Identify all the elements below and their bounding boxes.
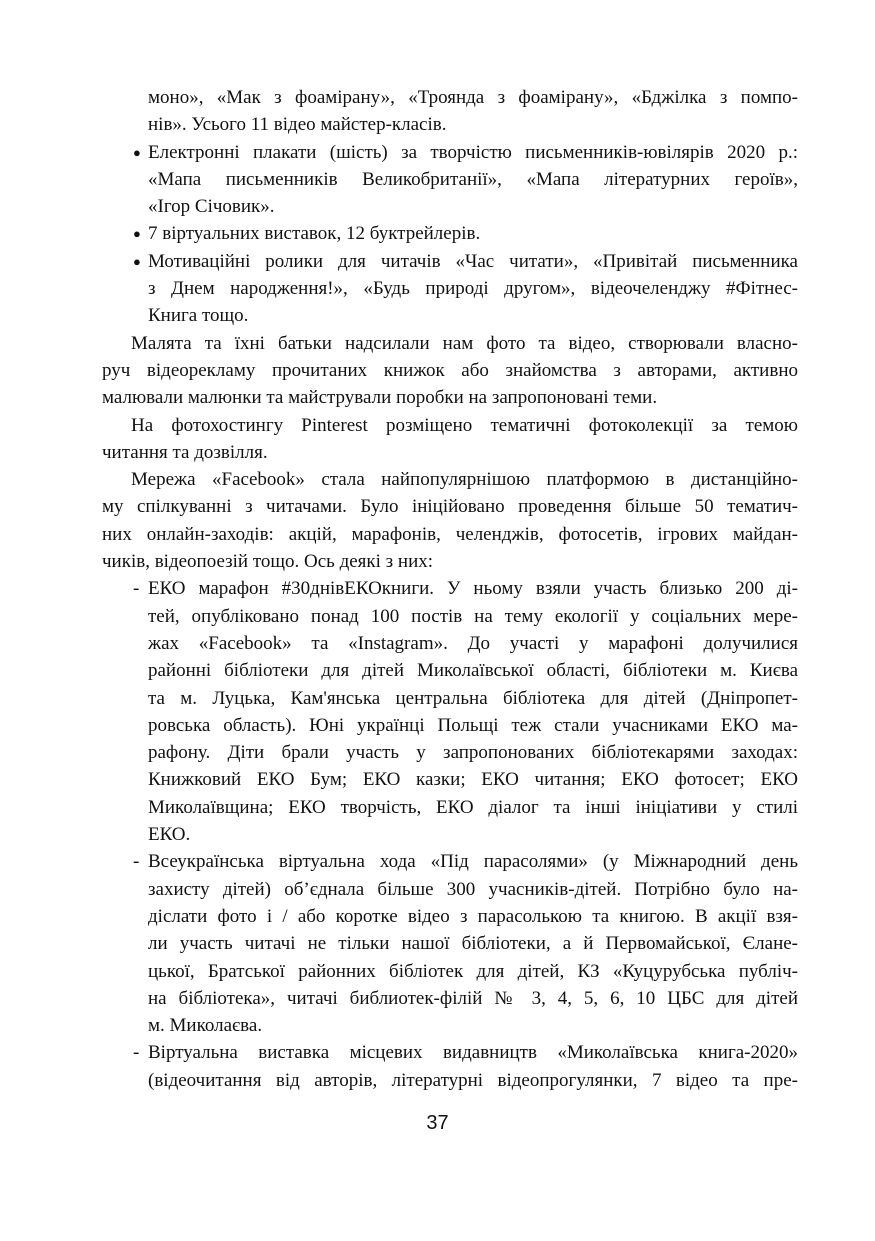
dash-marker: - xyxy=(133,1042,140,1064)
text-line: діслати фото і / або коротке відео з парасолькою та книгою. В акції взя- xyxy=(148,905,798,927)
bullet-item xyxy=(102,220,798,247)
bullet-icon: ● xyxy=(133,253,141,269)
dash-item xyxy=(102,848,798,1039)
text-line: ЕКО марафон #30днівЕКОкниги. У ньому взяли участь близько 200 ді- xyxy=(148,578,798,600)
text-line: на бібліотека», читачі библиотек-філій № 3, 4, 5, 6, 10 ЦБС для дітей xyxy=(148,987,798,1009)
text-line: моно», «Мак з фоамірану», «Троянда з фоамірану», «Бджілка з помпо- xyxy=(148,87,798,108)
text-line: нів». Усього 11 відео майстер-класів. xyxy=(148,114,447,136)
text-line: Миколаївщина; ЕКО творчість, ЕКО діалог та інші ініціативи у стилі xyxy=(148,796,798,818)
text-line: му спілкуванні з читачами. Було ініційовано проведення більше 50 тематич- xyxy=(102,496,798,518)
text-line: жах «Facebook» та «Instagram». До участі у марафоні долучилися xyxy=(148,632,798,654)
text-line: Електронні плакати (шість) за творчістю письменників-ювілярів 2020 р.: xyxy=(148,141,798,163)
text-line: цької, Братської районних бібліотек для дітей, КЗ «Куцурубська публіч- xyxy=(148,960,798,982)
text-line: малювали малюнки та майстрували поробки на запропоновані теми. xyxy=(102,387,658,409)
text-line: чиків, відеопоезій тощо. Ось деякі з них: xyxy=(102,551,434,573)
bullet-icon: ● xyxy=(133,226,141,242)
text-line: Книжковий ЕКО Бум; ЕКО казки; ЕКО читання; ЕКО фотосет; ЕКО xyxy=(148,769,798,791)
text-line: Малята та їхні батьки надсилали нам фото та відео, створювали власно- xyxy=(131,332,798,354)
text-line: (відеочитання від авторів, літературні відеопрогулянки, 7 відео та пре- xyxy=(148,1069,798,1091)
text-line: районні бібліотеки для дітей Миколаївської області, бібліотеки м. Києва xyxy=(148,660,798,682)
dash-item xyxy=(102,1039,798,1094)
text-line: та м. Луцька, Кам'янська центральна бібліотека для дітей (Дніпропет- xyxy=(148,687,798,709)
text-line: На фотохостингу Pinterest розміщено тематичні фотоколекції за темою xyxy=(131,414,798,436)
dash-marker: - xyxy=(133,851,140,873)
text-line: 7 віртуальних виставок, 12 буктрейлерів. xyxy=(148,223,481,245)
text-line: Мотиваційні ролики для читачів «Час читати», «Привітай письменника xyxy=(148,250,798,272)
text-line: Всеукраїнська віртуальна хода «Під парасолями» (у Міжнародний день xyxy=(148,851,798,873)
bullet-icon: ● xyxy=(133,144,141,160)
text-line: м. Миколаєва. xyxy=(148,1015,263,1037)
text-line: руч відеорекламу прочитаних книжок або знайомства з авторами, активно xyxy=(102,359,798,381)
text-line: рафону. Діти брали участь у запропонованих бібліотекарями заходах: xyxy=(148,742,798,764)
paragraph xyxy=(102,466,798,575)
text-line: ЕКО. xyxy=(148,824,191,846)
bullet-item xyxy=(102,248,798,330)
list-continuation xyxy=(102,84,798,139)
text-line: Віртуальна виставка місцевих видавництв «Миколаївська книга-2020» xyxy=(148,1042,798,1064)
text-line: читання та дозвілля. xyxy=(102,441,268,463)
paragraph xyxy=(102,330,798,412)
text-line: ровська область). Юні українці Польщі теж стали учасниками ЕКО ма- xyxy=(148,714,798,736)
dash-item xyxy=(102,575,798,848)
text-line: «Ігор Січовик». xyxy=(148,196,275,218)
text-line: «Мапа письменників Великобританії», «Мапа літературних героїв», xyxy=(148,168,798,190)
bullet-item xyxy=(102,139,798,221)
text-line: тей, опубліковано понад 100 постів на тему екології у соціальних мере- xyxy=(148,605,798,627)
text-line: з Днем народження!», «Будь природі другом», відеочеленджу #Фітнес- xyxy=(148,278,798,300)
dash-marker: - xyxy=(133,578,140,600)
page-body xyxy=(102,84,798,1094)
text-line: захисту дітей) об’єднала більше 300 учасників-дітей. Потрібно було на- xyxy=(148,878,798,900)
text-line: Книга тощо. xyxy=(148,305,249,327)
text-line: них онлайн-заходів: акцій, марафонів, челенджів, фотосетів, ігрових майдан- xyxy=(102,523,798,545)
text-line: Мережа «Facebook» стала найпопулярнішою платформою в дистанційно- xyxy=(131,469,798,491)
paragraph xyxy=(102,412,798,467)
text-line: ли участь читачі не тільки нашої бібліотеки, а й Первомайської, Єлане- xyxy=(148,933,798,955)
page-number: 37 xyxy=(426,1112,449,1134)
